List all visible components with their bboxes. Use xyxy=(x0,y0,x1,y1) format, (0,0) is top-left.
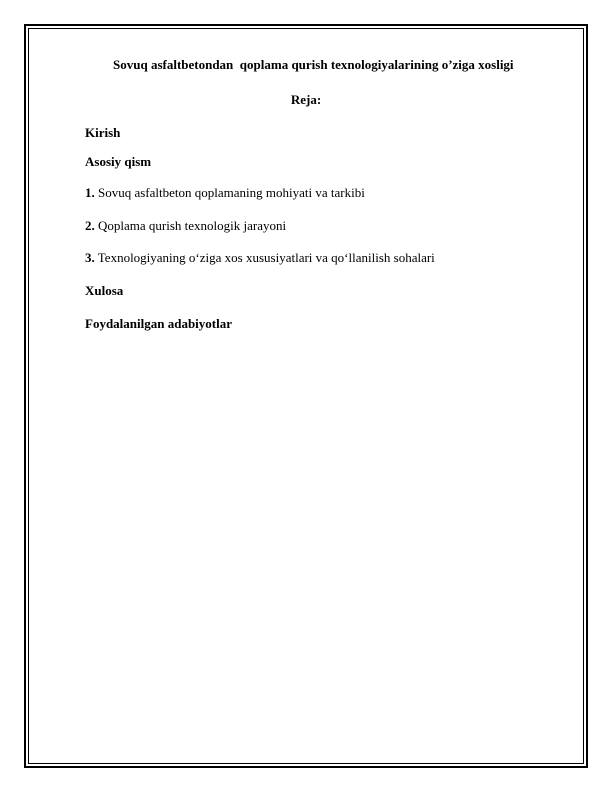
section-references: Foydalanilgan adabiyotlar xyxy=(85,316,232,331)
section-conclusion: Xulosa xyxy=(85,283,124,298)
section-main-part: Asosiy qism xyxy=(85,154,152,169)
plan-item-text: Sovuq asfaltbeton qoplamaning mohiyati va tarkibi xyxy=(94,185,365,200)
document-title: Sovuq asfaltbetondan qoplama qurish texnologiyalarining o’ziga xosligi xyxy=(113,57,514,72)
plan-item-number: 3. xyxy=(85,250,95,265)
plan-heading: Reja: xyxy=(290,92,322,107)
plan-item-2 xyxy=(85,218,286,234)
section-intro: Kirish xyxy=(85,125,121,140)
plan-item-text: Qoplama qurish texnologik jarayoni xyxy=(94,218,287,233)
plan-item-text: Texnologiyaning o‘ziga xos xususiyatlari va qo‘llanilish sohalari xyxy=(94,250,435,265)
plan-item-3 xyxy=(85,250,435,266)
plan-item-number: 2. xyxy=(85,218,95,233)
plan-item-number: 1. xyxy=(85,185,95,200)
plan-item-1 xyxy=(85,185,365,201)
